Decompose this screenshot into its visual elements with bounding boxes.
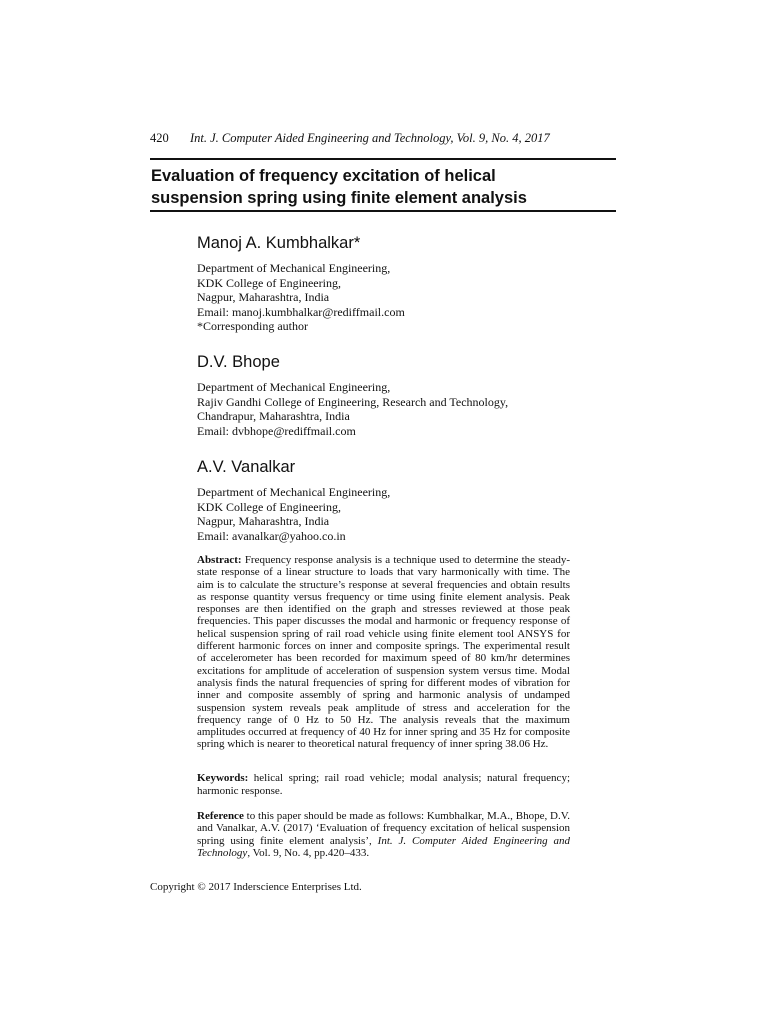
paper-title-line-1: Evaluation of frequency excitation of helical bbox=[151, 167, 496, 185]
keywords-label: Keywords: bbox=[197, 772, 249, 784]
author-name: Manoj A. Kumbhalkar* bbox=[197, 234, 361, 252]
affiliation-line: Nagpur, Maharashtra, India bbox=[197, 290, 330, 304]
page-number: 420 bbox=[150, 131, 169, 145]
keywords-text: helical spring; rail road vehicle; modal analysis; natural frequency; harmonic response. bbox=[197, 772, 570, 797]
affiliation-line: KDK College of Engineering, bbox=[197, 275, 341, 290]
copyright-notice: Copyright © 2017 Inderscience Enterprises Ltd. bbox=[150, 881, 362, 893]
affiliation-line: Department of Mechanical Engineering, bbox=[197, 261, 391, 275]
title-top-rule bbox=[150, 158, 616, 160]
author-email: Email: manoj.kumbhalkar@rediffmail.com bbox=[197, 304, 405, 319]
affiliation-line: Department of Mechanical Engineering, bbox=[197, 485, 391, 499]
author-email: Email: dvbhope@rediffmail.com bbox=[197, 423, 356, 438]
affiliation-line: Nagpur, Maharashtra, India bbox=[197, 514, 330, 528]
author-block-3 bbox=[197, 457, 577, 543]
keywords bbox=[197, 772, 570, 797]
author-email: Email: avanalkar@yahoo.co.in bbox=[197, 528, 346, 543]
affiliation-line: Department of Mechanical Engineering, bbox=[197, 380, 391, 394]
reference-text: to this paper should be made as follows: Kumbhalkar, M.A., Bhope, D.V. and Vanalkar, A.V. (2017) ‘Evaluation of frequency excitation of helical suspension spring using finite element analysis’, bbox=[197, 810, 571, 847]
paper-title bbox=[151, 165, 616, 209]
reference-volume: , Vol. 9, No. 4, pp.420–433. bbox=[247, 847, 370, 860]
reference-label: Reference bbox=[197, 810, 244, 822]
abstract-label: Abstract: bbox=[197, 554, 242, 566]
author-name: D.V. Bhope bbox=[197, 353, 280, 371]
affiliation-line: KDK College of Engineering, bbox=[197, 499, 341, 514]
affiliation-line: Rajiv Gandhi College of Engineering, Research and Technology, bbox=[197, 394, 509, 409]
author-name: A.V. Vanalkar bbox=[197, 458, 296, 476]
title-bottom-rule bbox=[150, 210, 616, 212]
affiliation-line: Chandrapur, Maharashtra, India bbox=[197, 409, 350, 423]
corresponding-author-note: *Corresponding author bbox=[197, 319, 308, 333]
paper-title-line-2: suspension spring using finite element analysis bbox=[151, 189, 527, 207]
author-block-2 bbox=[197, 352, 577, 438]
author-block-1 bbox=[197, 233, 577, 334]
citation-reference bbox=[197, 810, 570, 860]
reference-journal: Int. J. Computer Aided Engineering and Technology bbox=[197, 834, 571, 860]
abstract-text: Frequency response analysis is a technique used to determine the steady-state response of a linear structure to loads that vary harmonically with time. The aim is to calculate the structure’s response at several frequencies and obtain results as response quantity versus frequency or time using finite element analysis. Peak responses are then identified on the graph and stresses reviewed at those peak frequencies. This paper discusses the modal and harmonic or frequency response of helical suspension spring of rail road vehicle using finite element tool ANSYS for different harmonic forces on inner and composite springs. The experimental result of accelerometer has been recorded for maximum speed of 80 km/hr determines excitations for amplitude of acceleration of suspension system versus time. Modal analysis finds the natural frequencies of spring for different modes of vibration for inner and composite assembly of spring and harmonic analysis of undamped suspension system reveals peak amplitude of stress and acceleration for the frequency range of 0 Hz to 50 Hz. The analysis reveals that the maximum amplitudes occurred at frequency of 40 Hz for inner spring and 35 Hz for composite spring which is nearer to theoretical natural frequency of inner spring 38.06 Hz. bbox=[197, 554, 570, 751]
running-header bbox=[150, 130, 620, 146]
abstract bbox=[197, 554, 570, 751]
journal-citation: Int. J. Computer Aided Engineering and Technology, Vol. 9, No. 4, 2017 bbox=[190, 131, 550, 145]
